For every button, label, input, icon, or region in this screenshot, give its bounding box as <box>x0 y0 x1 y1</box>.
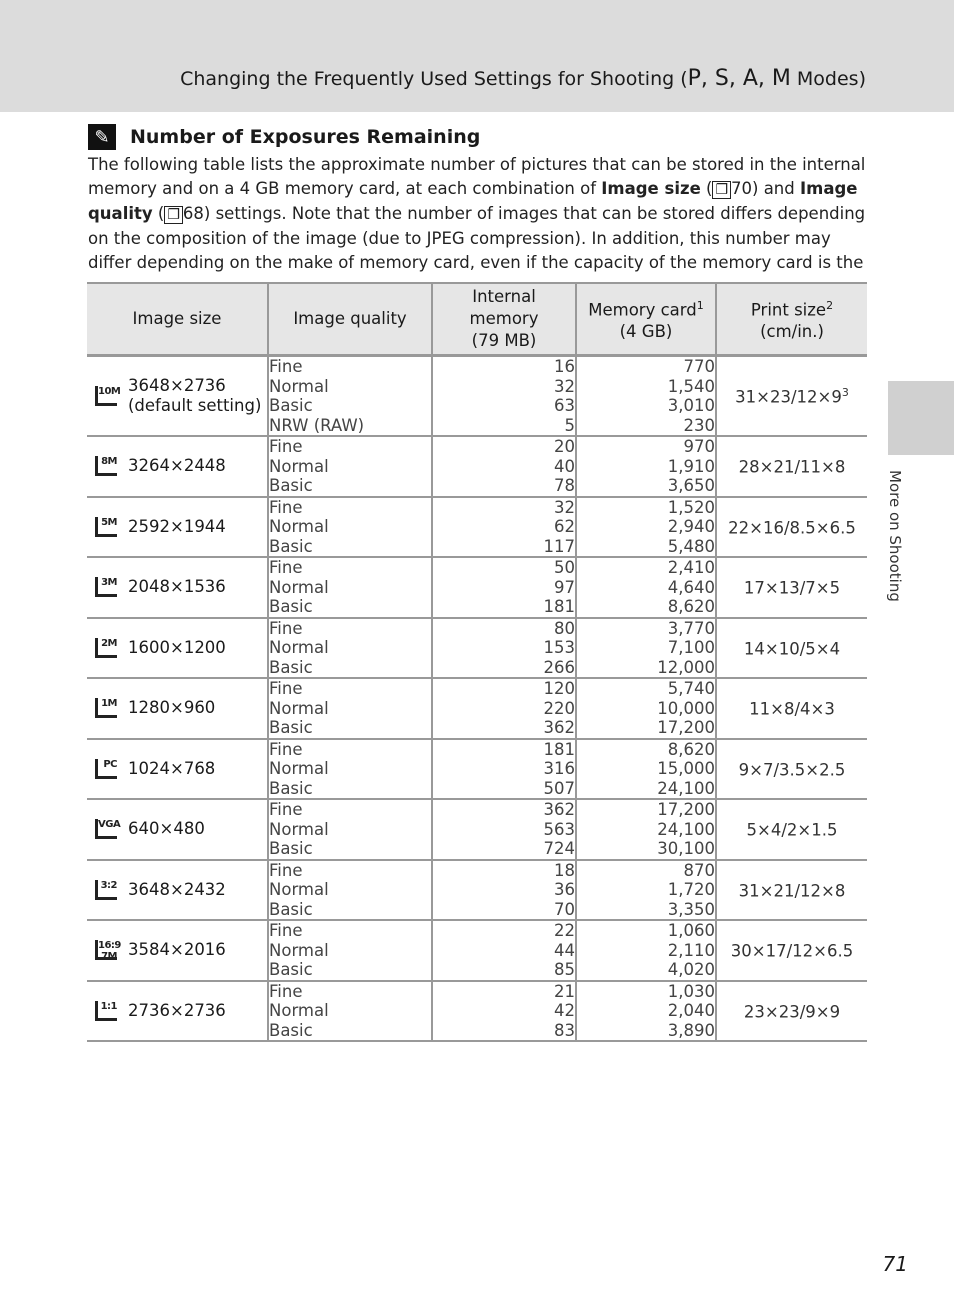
table-row <box>87 799 867 860</box>
cell-memory-card: 970 1,910 3,650 <box>576 436 716 497</box>
cell-image-size <box>87 356 268 437</box>
image-size-label <box>87 1001 267 1021</box>
cell-print-size: 11×8/4×3 <box>716 678 867 739</box>
para-text: The following table lists the approximate number of pictures that can be stored in the internal memory and on a 4 GB memory card, at each combination of <box>88 155 866 198</box>
cell-internal-memory: 21 42 83 <box>432 981 576 1042</box>
cell-image-size <box>87 920 268 981</box>
cell-print-size: 9×7/3.5×2.5 <box>716 739 867 800</box>
page-number: 71 <box>882 1252 908 1276</box>
table-row <box>87 497 867 558</box>
table-row <box>87 678 867 739</box>
book-icon: ❒ <box>712 181 731 199</box>
cell-memory-card: 1,520 2,940 5,480 <box>576 497 716 558</box>
book-icon: ❒ <box>164 206 183 224</box>
cell-memory-card: 770 1,540 3,010 230 <box>576 356 716 437</box>
image-size-text: 3584×2016 <box>128 940 226 960</box>
cell-print-size: $31\times 23/12\times 9^3$ <box>716 356 867 437</box>
cell-internal-memory: 362 563 724 <box>432 799 576 860</box>
cell-internal-memory: 32 62 117 <box>432 497 576 558</box>
image-mode-icon: 1:1 <box>95 1001 117 1021</box>
cell-image-quality: Fine Normal Basic <box>268 678 432 739</box>
header-print-size: Print size$^2$ (cm/in.) <box>716 283 867 356</box>
cell-internal-memory: 50 97 181 <box>432 557 576 618</box>
cell-internal-memory: 120 220 362 <box>432 678 576 739</box>
table-row <box>87 739 867 800</box>
image-size-text: 3264×2448 <box>128 456 226 476</box>
side-label <box>874 470 934 670</box>
intro-paragraph <box>88 153 878 299</box>
header-image-quality: Image quality <box>268 283 432 356</box>
cell-memory-card: 870 1,720 3,350 <box>576 860 716 921</box>
image-mode-icon: 16:9 7M <box>95 940 117 960</box>
header-title-prefix: Changing the Frequently Used Settings for Shooting ( <box>180 68 688 90</box>
image-size-text: 2736×2736 <box>128 1000 226 1020</box>
image-size-term: Image size <box>601 179 701 198</box>
table-row <box>87 356 867 437</box>
cell-memory-card: 17,200 24,100 30,100 <box>576 799 716 860</box>
cell-print-size: 17×13/7×5 <box>716 557 867 618</box>
cell-image-size <box>87 799 268 860</box>
cell-image-quality: Fine Normal Basic <box>268 920 432 981</box>
image-size-text: 2592×1944 <box>128 516 226 536</box>
cell-image-size <box>87 618 268 679</box>
cell-image-quality: Fine Normal Basic <box>268 497 432 558</box>
cell-image-quality: Fine Normal Basic <box>268 799 432 860</box>
cell-image-size <box>87 860 268 921</box>
cell-memory-card: 2,410 4,640 8,620 <box>576 557 716 618</box>
exposures-table <box>87 282 867 1042</box>
cell-memory-card: 3,770 7,100 12,000 <box>576 618 716 679</box>
image-size-label <box>87 577 267 597</box>
cell-print-size: 30×17/12×6.5 <box>716 920 867 981</box>
cell-internal-memory: 22 44 85 <box>432 920 576 981</box>
image-mode-icon: 5M <box>95 517 117 537</box>
image-mode-icon: VGA <box>95 819 117 839</box>
image-mode-icon: 8M <box>95 456 117 476</box>
cell-print-size: 23×23/9×9 <box>716 981 867 1042</box>
image-size-label <box>87 698 267 718</box>
cell-internal-memory: 18 36 70 <box>432 860 576 921</box>
para-text: ( <box>700 179 713 198</box>
cell-print-size: 5×4/2×1.5 <box>716 799 867 860</box>
image-size-text: 1280×960 <box>128 698 216 718</box>
image-mode-icon: 2M <box>95 638 117 658</box>
cell-image-quality: Fine Normal Basic <box>268 981 432 1042</box>
cell-image-quality: Fine Normal Basic <box>268 436 432 497</box>
cell-print-size: 28×21/11×8 <box>716 436 867 497</box>
table-row <box>87 920 867 981</box>
section-title: Number of Exposures Remaining <box>130 126 481 148</box>
cell-image-size <box>87 557 268 618</box>
para-text: ( <box>152 204 165 223</box>
note-icon: ✎ <box>88 124 116 150</box>
cell-memory-card: 1,060 2,110 4,020 <box>576 920 716 981</box>
image-size-label <box>87 940 267 963</box>
image-size-text: 3648×2736 (default setting) <box>128 376 262 415</box>
image-size-text: 1024×768 <box>128 758 216 778</box>
header-image-size: Image size <box>87 283 268 356</box>
header-title <box>180 66 866 91</box>
image-quality-term: Image quality <box>88 179 858 223</box>
cell-image-quality: Fine Normal Basic <box>268 557 432 618</box>
side-tab <box>888 381 954 455</box>
table-header-row <box>87 283 867 356</box>
image-mode-icon: 1M <box>95 698 117 718</box>
table-body <box>87 356 867 1042</box>
image-size-label <box>87 376 267 416</box>
section-heading <box>88 122 480 152</box>
page-reference: 68) settings. Note that the number of images that can be stored differs depending on the composition of the image (due to JPEG compression). In addition, this number may differ depending on the make of memory card, even if the capacity of the memory card is the <box>88 204 866 272</box>
cell-internal-memory: 20 40 78 <box>432 436 576 497</box>
header-internal-memory: Internal memory (79 MB) <box>432 283 576 356</box>
table-row <box>87 981 867 1042</box>
cell-image-size <box>87 739 268 800</box>
image-size-label <box>87 517 267 537</box>
cell-image-quality: Fine Normal Basic <box>268 739 432 800</box>
page-reference: 70) and <box>731 179 800 198</box>
image-mode-icon: 3M <box>95 577 117 597</box>
cell-internal-memory: 181 316 507 <box>432 739 576 800</box>
image-size-text: 3648×2432 <box>128 879 226 899</box>
image-mode-icon: PC <box>95 759 117 779</box>
image-mode-icon: 3:2 <box>95 880 117 900</box>
page-header <box>0 0 954 112</box>
table-row <box>87 618 867 679</box>
header-memory-card: Memory card$^1$ (4 GB) <box>576 283 716 356</box>
table-row <box>87 436 867 497</box>
image-size-label <box>87 880 267 900</box>
cell-print-size: 31×21/12×8 <box>716 860 867 921</box>
cell-memory-card: 1,030 2,040 3,890 <box>576 981 716 1042</box>
cell-print-size: 22×16/8.5×6.5 <box>716 497 867 558</box>
table-row <box>87 860 867 921</box>
cell-image-size <box>87 436 268 497</box>
cell-internal-memory: 80 153 266 <box>432 618 576 679</box>
cell-memory-card: 8,620 15,000 24,100 <box>576 739 716 800</box>
cell-image-quality: Fine Normal Basic <box>268 860 432 921</box>
header-title-suffix: Modes) <box>790 68 866 90</box>
image-size-label <box>87 456 267 476</box>
cell-image-quality: Fine Normal Basic NRW (RAW) <box>268 356 432 437</box>
cell-image-size <box>87 981 268 1042</box>
image-size-text: 2048×1536 <box>128 577 226 597</box>
image-size-label <box>87 819 267 839</box>
cell-image-size <box>87 678 268 739</box>
cell-print-size: 14×10/5×4 <box>716 618 867 679</box>
image-size-label <box>87 638 267 658</box>
cell-memory-card: 5,740 10,000 17,200 <box>576 678 716 739</box>
image-size-label <box>87 759 267 779</box>
cell-image-size <box>87 497 268 558</box>
image-size-text: 640×480 <box>128 819 205 839</box>
header-modes: P, S, A, M <box>687 66 791 91</box>
cell-internal-memory: 16 32 63 5 <box>432 356 576 437</box>
side-label-text: More on Shooting <box>886 470 904 602</box>
image-mode-icon: 10M <box>95 386 117 406</box>
cell-image-quality: Fine Normal Basic <box>268 618 432 679</box>
image-size-text: 1600×1200 <box>128 637 226 657</box>
table-row <box>87 557 867 618</box>
